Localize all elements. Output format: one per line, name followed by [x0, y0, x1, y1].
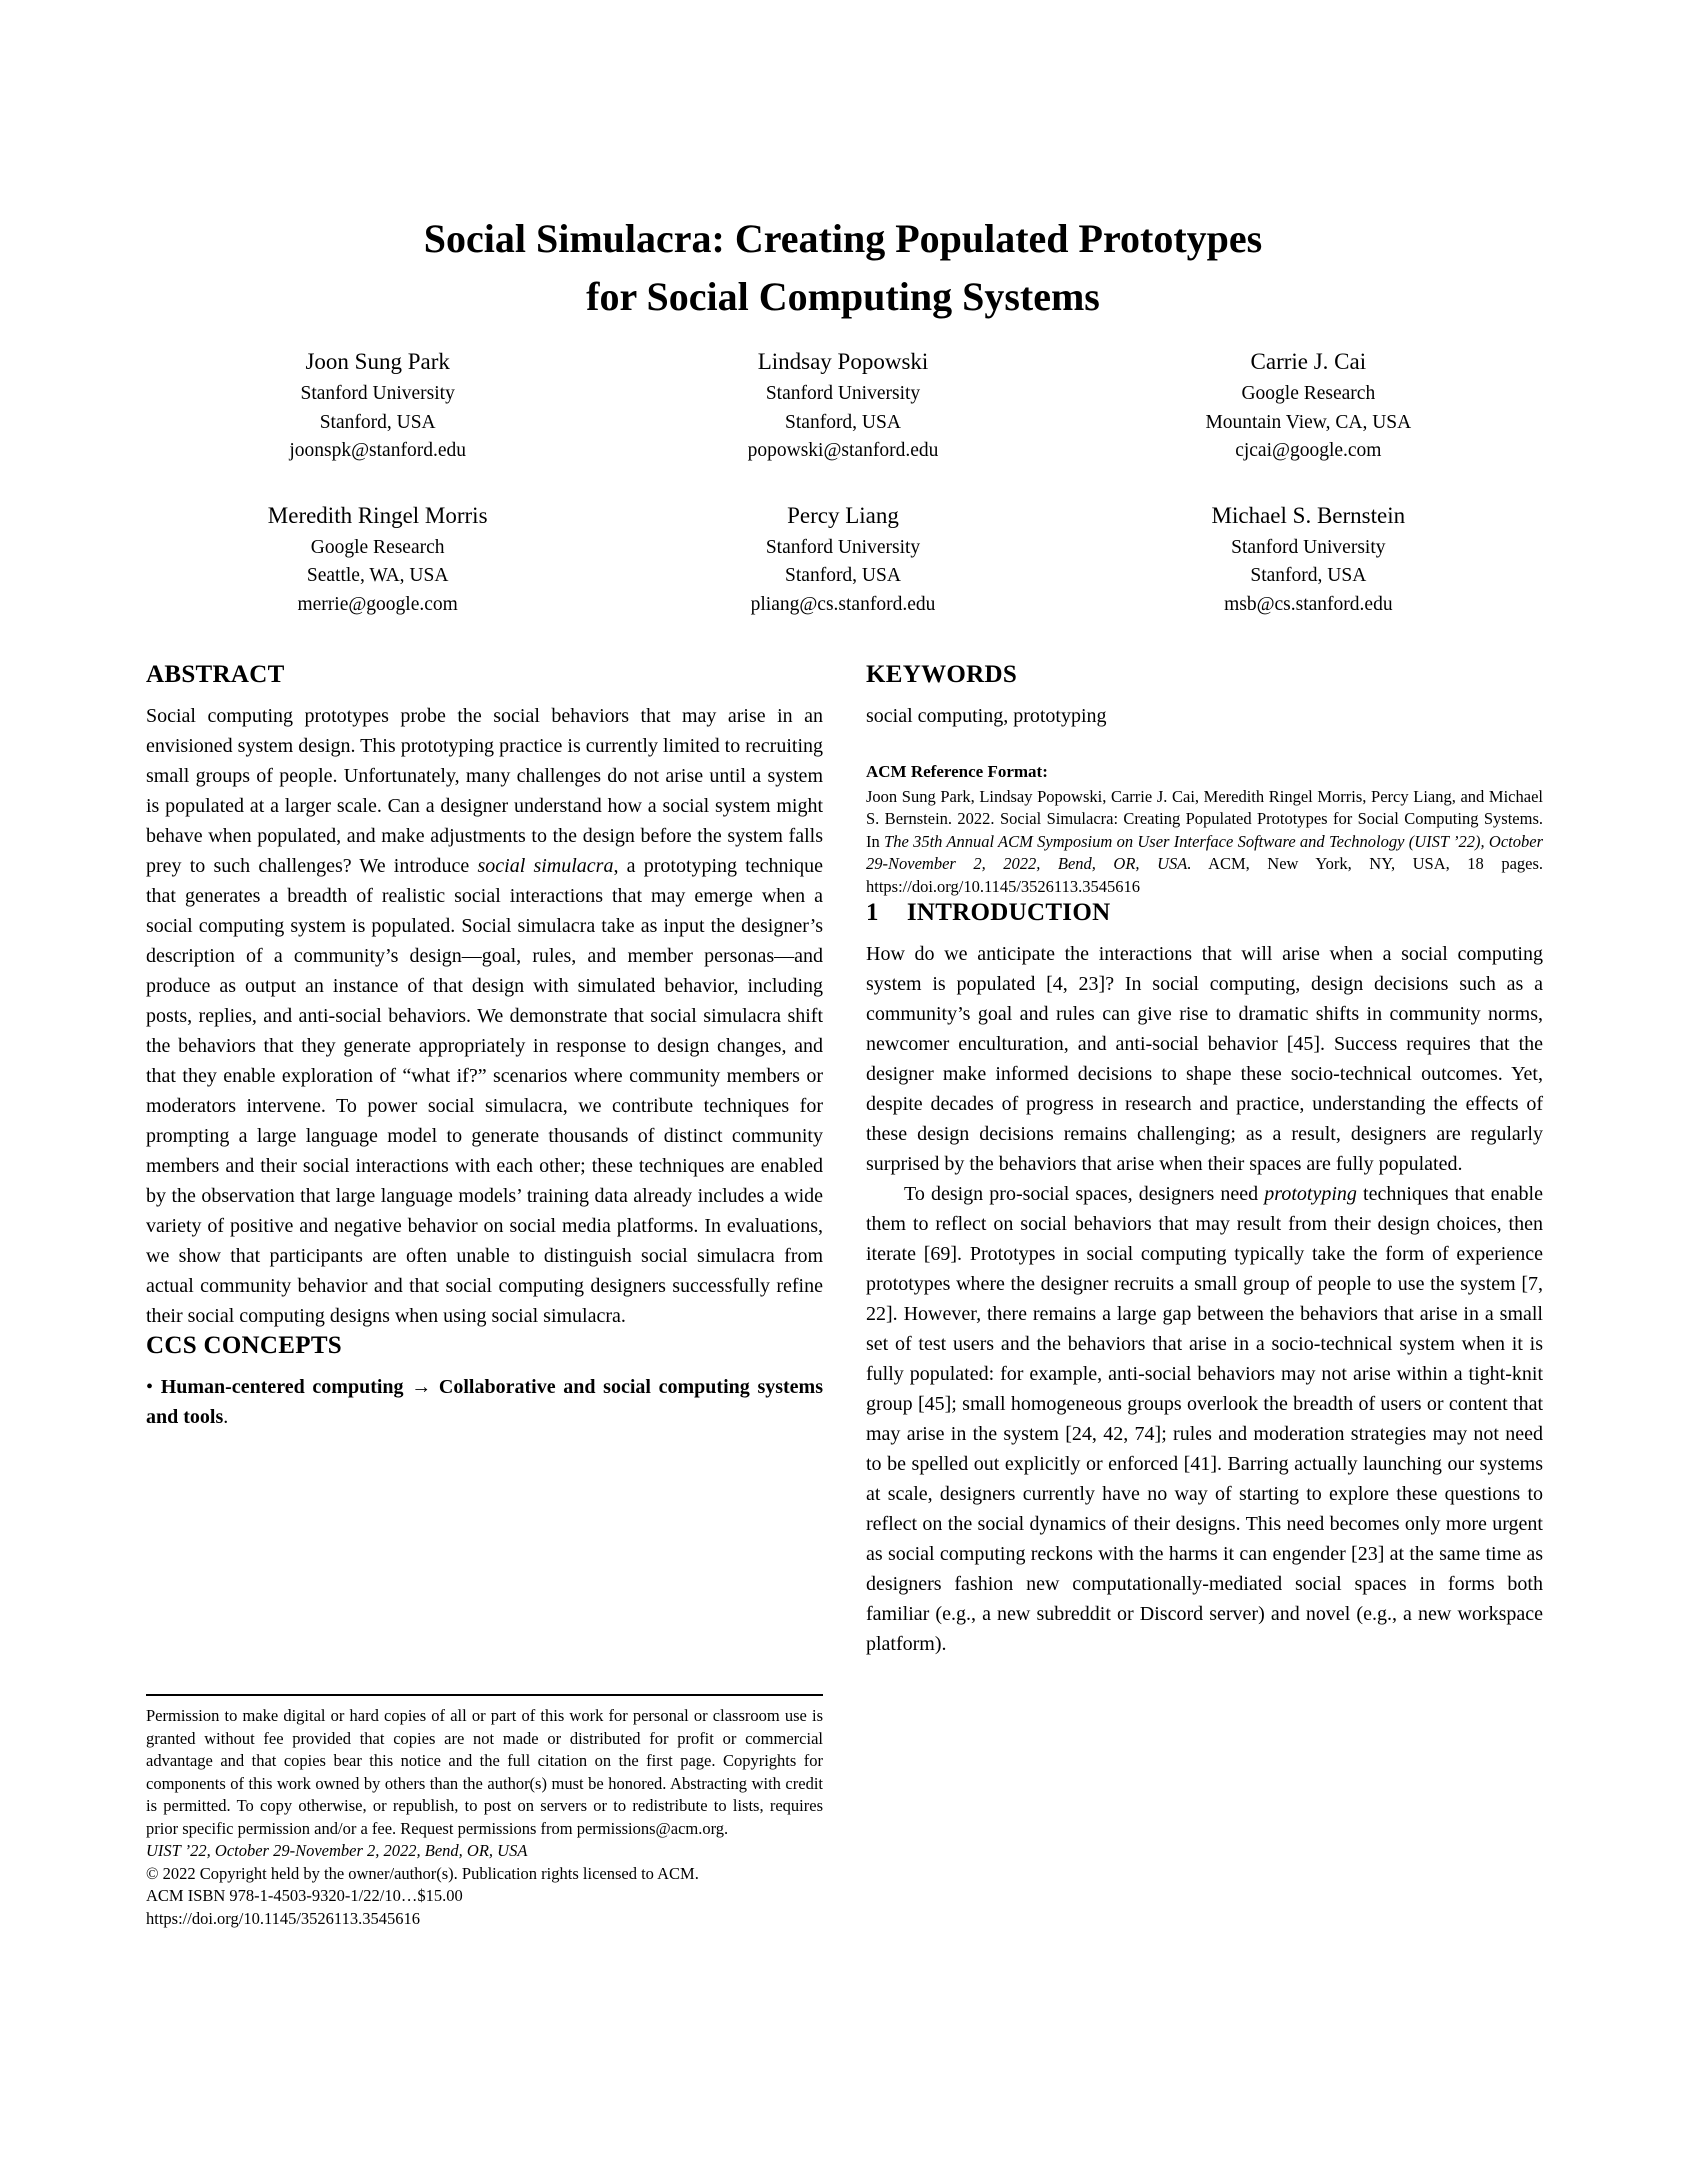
abstract-segment: , a prototyping technique that generates a breadth of realistic social interactions that may emerge when a social computing system is populated. Social simulacra take as input the designer’s description of a community’s design—goal, rules, and member personas—and produce as output an instance of that design with simulated behavior, including posts, replies, and anti-social behaviors. We demonstrate that social simulacra shift the behaviors that they generate appropriately in response to design changes, and that they enable exploration of “what if?” scenarios where community members or moderators intervene. To power social simulacra, we contribute techniques for prompting a large language model to generate thousands of distinct community members and their social interactions with each other; these techniques are enabled by the observation that large language models’ training data already includes a wide variety of positive and negative behavior on social media platforms. In evaluations, we show that participants are often unable to distinguish social simulacra from actual community behavior and that social computing designers successfully refine their social computing designs when using social simulacra.	[146, 855, 823, 1327]
abstract-text	[146, 701, 823, 1331]
author-card	[145, 346, 610, 466]
ccs-text	[146, 1372, 823, 1432]
author-card	[1076, 346, 1541, 466]
author-name: Lindsay Popowski	[757, 349, 929, 374]
author-card	[145, 500, 610, 620]
section-title: INTRODUCTION	[906, 899, 1111, 926]
author-affiliation: Stanford University	[765, 536, 921, 558]
author-location: Seattle, WA, USA	[306, 565, 449, 586]
author-location: Stanford, USA	[1250, 565, 1367, 586]
author-location: Stanford, USA	[785, 565, 901, 586]
right-column	[866, 660, 1543, 1659]
keywords-text: social computing, prototyping	[866, 705, 1107, 727]
abstract-heading: ABSTRACT	[146, 661, 285, 688]
author-location: Mountain View, CA, USA	[1205, 411, 1412, 433]
author-name: Joon Sung Park	[305, 349, 450, 374]
author-location: Stanford, USA	[785, 411, 901, 433]
acm-ref-text	[866, 786, 1543, 899]
author-affiliation: Stanford University	[300, 383, 455, 404]
venue-text: UIST ’22, October 29-November 2, 2022, Bend, OR, USA	[146, 1841, 528, 1860]
acm-ref-heading: ACM Reference Format:	[866, 762, 1048, 781]
intro-paragraph-1: How do we anticipate the interactions that will arise when a social computing system is populated [4, 23]? In social computing, design decisions such as a community’s goal and rules can give rise to dramatic shifts in community norms, newcomer enculturation, and anti-social behavior [45]. Success requires that the designer make informed decisions to shape these socio-technical outcomes. Yet, despite decades of progress in research and practice, understanding the effects of these design decisions remains challenging; as a result, designers are regularly surprised by the behaviors that arise when their spaces are fully populated.	[866, 943, 1543, 1175]
copyright-text: © 2022 Copyright held by the owner/author(s). Publication rights licensed to ACM.	[146, 1863, 699, 1883]
paper-title-line-2: for Social Computing Systems	[586, 274, 1100, 319]
author-email[interactable]: popowski@stanford.edu	[747, 440, 939, 461]
ccs-period: .	[223, 1406, 229, 1428]
intro-paragraph-2	[866, 1179, 1543, 1659]
author-affiliation: Stanford University	[765, 383, 921, 404]
doi-link[interactable]: https://doi.org/10.1145/3526113.3545616	[146, 1908, 420, 1928]
author-affiliation: Google Research	[310, 536, 445, 558]
acm-ref-segment: Joon Sung Park, Lindsay Popowski, Carrie J. Cai, Meredith Ringel Morris, Percy Liang, and Michael S. Bernstein. 2022. Social Simulacra: Creating Populated Prototypes for Social Computing Systems. In	[866, 786, 1543, 851]
author-email[interactable]: merrie@google.com	[297, 593, 458, 615]
author-affiliation: Google Research	[1241, 383, 1376, 404]
keywords-heading: KEYWORDS	[866, 661, 1018, 688]
footnote-rule	[146, 1694, 823, 1696]
ccs-category: Human-centered computing	[160, 1376, 404, 1398]
section-number: 1	[866, 899, 879, 926]
author-email[interactable]: cjcai@google.com	[1235, 440, 1382, 461]
author-email[interactable]: msb@cs.stanford.edu	[1224, 593, 1393, 615]
author-name: Meredith Ringel Morris	[267, 502, 488, 528]
authors-grid	[145, 346, 1541, 619]
author-card	[610, 500, 1075, 620]
author-email[interactable]: joonspk@stanford.edu	[289, 440, 466, 461]
intro-segment: To design pro-social spaces, designers need	[904, 1183, 1265, 1205]
introduction-heading	[866, 898, 1543, 928]
author-email[interactable]: pliang@cs.stanford.edu	[750, 593, 936, 615]
copyright-footnote	[146, 1694, 823, 1930]
permission-text: Permission to make digital or hard copies of all or part of this work for personal or classroom use is granted without fee provided that copies are not made or distributed for profit or commercial advantage and that copies bear this notice and the full citation on the first page. Copyrights for components of this work owned by others than the author(s) must be honored. Abstracting with credit is permitted. To copy otherwise, or republish, to post on servers or to redistribute to lists, requires prior specific permission and/or a fee. Request permissions from permissions@acm.org.	[146, 1706, 823, 1838]
acm-ref-doi-link[interactable]: https://doi.org/10.1145/3526113.3545616	[866, 876, 1140, 896]
intro-segment: techniques that enable them to reflect on social behaviors that may result from their design choices, then iterate [69]. Prototypes in social computing typically take the form of experience prototypes where the designer recruits a small group of people to use the system [7, 22]. However, there remains a large gap between the behaviors that arise in a small set of test users and the behaviors that arise in a socio-technical system when it is fully populated: for example, anti-social behaviors may not arise within a tight-knit group [45]; small homogeneous groups overlook the breadth of users or content that may arise in the system [24, 42, 74]; rules and moderation strategies may not need to be spelled out explicitly or enforced [41]. Barring actually launching our systems at scale, designers currently have no way of starting to explore these questions to reflect on the social dynamics of their designs. This need becomes only more urgent as social computing reckons with the harms it can engender [23] at the same time as designers fashion new computationally-mediated social spaces in forms both familiar (e.g., a new subreddit or Discord server) and novel (e.g., a new workspace platform).	[866, 1183, 1543, 1655]
author-affiliation: Stanford University	[1231, 536, 1386, 558]
paper-title	[0, 210, 1686, 326]
ccs-subcategory: Collaborative and social computing systems and tools	[146, 1376, 823, 1428]
paper-title-line-1: Social Simulacra: Creating Populated Prototypes	[423, 216, 1263, 261]
author-name: Carrie J. Cai	[1250, 349, 1367, 374]
isbn-text: ACM ISBN 978-1-4503-9320-1/22/10…$15.00	[146, 1886, 463, 1905]
abstract-term-italic: social simulacra	[477, 855, 614, 877]
author-card	[1076, 500, 1541, 620]
abstract-segment: Social computing prototypes probe the social behaviors that may arise in an envisioned system design. This prototyping practice is currently limited to recruiting small groups of people. Unfortunately, many challenges do not arise until a system is populated at a larger scale. Can a designer understand how a social system might behave when populated, and make adjustments to the design before the system falls prey to such challenges? We introduce	[146, 705, 823, 877]
author-name: Percy Liang	[787, 502, 899, 528]
left-column	[146, 660, 823, 1432]
author-name: Michael S. Bernstein	[1211, 502, 1406, 528]
ccs-arrow-icon: →	[403, 1376, 439, 1398]
ccs-heading: CCS CONCEPTS	[146, 1332, 342, 1359]
acm-ref-segment: ACM, New York, NY, USA, 18 pages.	[1191, 854, 1544, 873]
author-card	[610, 346, 1075, 466]
acm-ref-venue-italic: The 35th Annual ACM Symposium on User Interface Software and Technology (UIST ’22), October 29-November 2, 2022, Bend, OR, USA.	[866, 831, 1543, 873]
intro-term-italic: prototyping	[1264, 1183, 1357, 1205]
author-location: Stanford, USA	[319, 411, 436, 433]
ccs-bullet: •	[146, 1376, 161, 1398]
